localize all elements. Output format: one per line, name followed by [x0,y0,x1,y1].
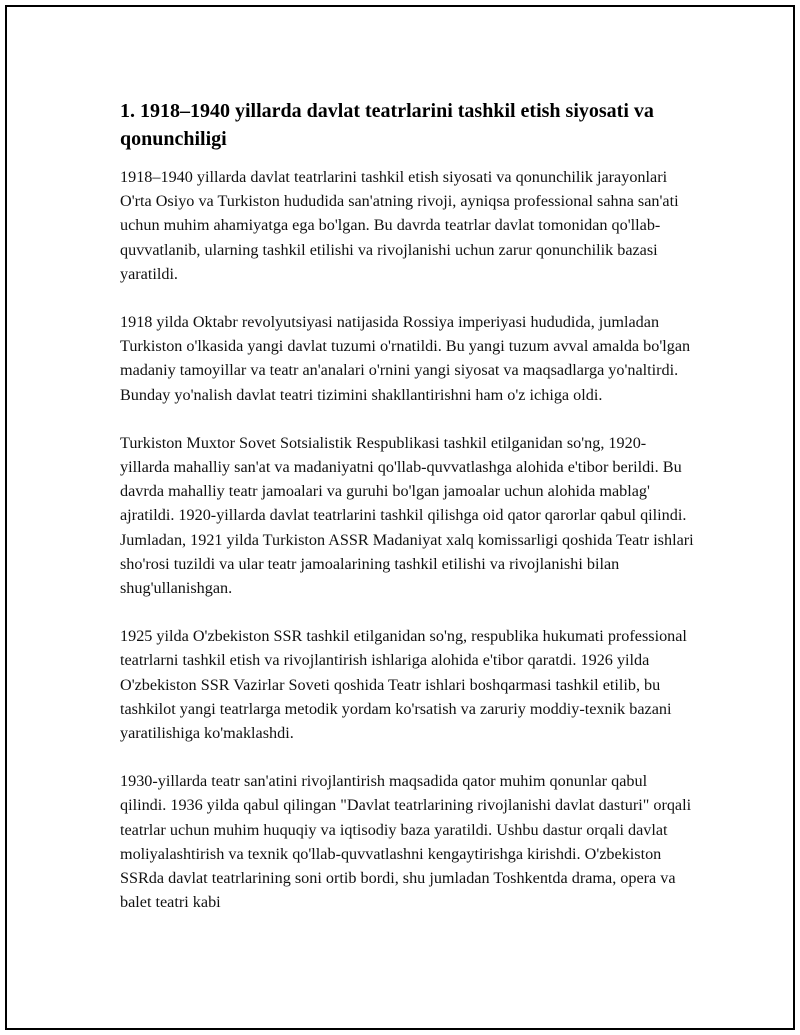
paragraph-turkiston: Turkiston Muxtor Sovet Sotsialistik Respublikasi tashkil etilganidan so'ng, 1920-yillarda mahalliy san'at va madaniyatni qo'llab-quvvatlashga alohida e'tibor berildi. Bu davrda mahalliy teatr jamoalari va guruhi bo'lgan jamoalar uchun alohida mablag' ajratildi. 1920-yillarda davlat teatrlarini tashkil qilishga oid qator qarorlar qabul qilindi. Jumladan, 1921 yilda Turkiston ASSR Madaniyat xalq komissarligi qoshida Teatr ishlari sho'rosi tuzildi va ular teatr jamoalarining tashkil etilishi va rivojlanishi bilan shug'ullanishgan. [120,433,694,598]
section-heading: 1. 1918–1940 yillarda davlat teatrlarini tashkil etish siyosati va qonunchiligi [120,100,654,150]
document-page [5,5,795,1030]
paragraph-1918: 1918 yilda Oktabr revolyutsiyasi natijasida Rossiya imperiyasi hududida, jumladan Turkiston o'lkasida yangi davlat tuzumi o'rnatildi. Bu yangi tuzum avval amalda bo'lgan madaniy tamoyillar va teatr an'analari o'rnini yangi siyosat va maqsadlarga yo'naltirdi. Bunday yo'nalish davlat teatri tizimini shakllantirishni ham o'z ichiga oldi. [120,313,691,404]
paragraph-1930s: 1930-yillarda teatr san'atini rivojlantirish maqsadida qator muhim qonunlar qabul qilindi. 1936 yilda qabul qilingan "Davlat teatrlarining rivojlanishi davlat dasturi" orqali teatrlar uchun muhim huquqiy va iqtisodiy baza yaratildi. Ushbu dastur orqali davlat moliyalashtirish va texnik qo'llab-quvvatlashni kengaytirishga kirishdi. O'zbekiston SSRda davlat teatrlarining soni ortib bordi, shu jumladan Toshkentda drama, opera va balet teatri kabi [120,772,692,912]
paragraph-intro: 1918–1940 yillarda davlat teatrlarini tashkil etish siyosati va qonunchilik jarayonlari O'rta Osiyo va Turkiston hududida san'atning rivoji, ayniqsa professional sahna san'ati uchun muhim ahamiyatga ega bo'lgan. Bu davrda teatrlar davlat tomonidan qo'llab-quvvatlanib, ularning tashkil etilishi va rivojlanishi uchun zarur qonunchilik bazasi yaratildi. [120,168,679,283]
paragraph-1925: 1925 yilda O'zbekiston SSR tashkil etilganidan so'ng, respublika hukumati professional teatrlarni tashkil etish va rivojlantirish ishlariga alohida e'tibor qaratdi. 1926 yilda O'zbekiston SSR Vazirlar Soveti qoshida Teatr ishlari boshqarmasi tashkil etilib, bu tashkilot yangi teatrlarga metodik yordam ko'rsatish va zaruriy moddiy-texnik bazani yaratilishiga ko'maklashdi. [120,627,687,743]
document-body [120,97,694,914]
